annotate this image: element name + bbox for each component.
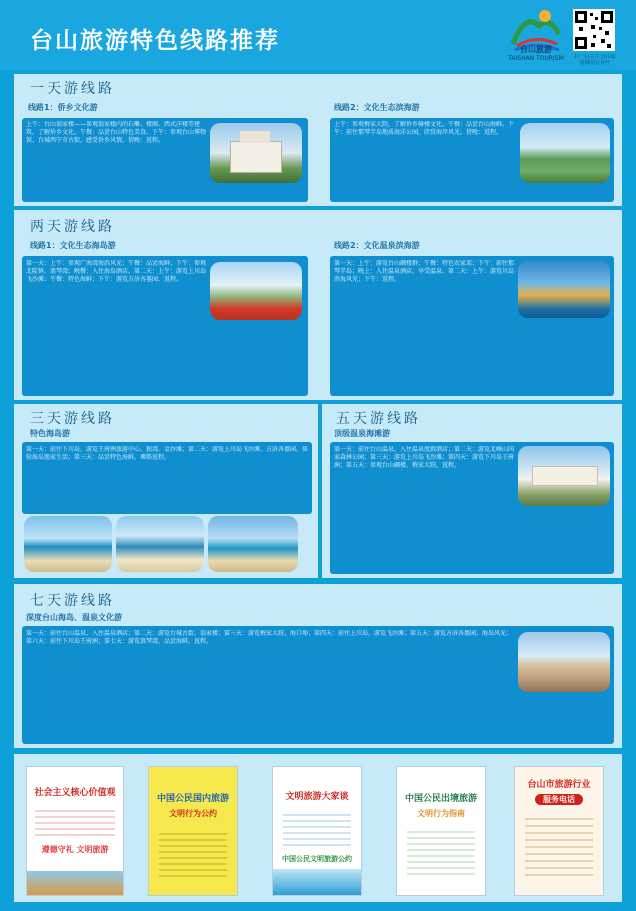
villa-photo: [210, 123, 302, 183]
poster-2-title: 中国公民国内旅游: [156, 794, 229, 804]
one-day-route1-text: 上午：台山翁家楼——参观翁家楼内的石雕、楼阁、西式洋楼等建筑，了解侨乡文化。午餐：品尝台山特色美食。下午：参观台山博物馆、台城西宁市古街，感受侨乡风情。傍晚：返程。: [26, 121, 206, 144]
poster-service-hotline: [514, 766, 604, 896]
two-day-route2-label: 线路2：文化温泉滨海游: [334, 241, 420, 250]
poster-5-title: 台山市旅游行业: [527, 780, 591, 790]
resort-photo: [518, 446, 610, 506]
page-title: 台山旅游特色线路推荐: [30, 28, 280, 54]
one-day-route2-label: 线路2：文化生态滨海游: [334, 103, 420, 112]
poster-core-values: [26, 766, 124, 896]
five-day-title: 五天游线路: [336, 411, 421, 427]
three-day-route-label: 特色海岛游: [30, 429, 70, 438]
poster-4-sub: 文明行为指南: [417, 809, 465, 818]
beach-photo-1: [24, 516, 112, 572]
poster-4-title: 中国公民出境旅游: [404, 794, 477, 804]
coast-photo: [518, 260, 610, 318]
poster-2-sub: 文明行为公约: [169, 809, 217, 818]
poster-civilized-travel: [272, 766, 362, 896]
poster-3-title: 文明旅游大家谈: [285, 792, 349, 802]
beach-photo-3: [208, 516, 298, 572]
poster-3-sub: 中国公民文明旅游公约: [282, 855, 352, 863]
three-day-title: 三天游线路: [30, 411, 115, 427]
poster-1-sub: 遵德守礼 文明旅游: [41, 845, 109, 854]
two-day-route2-text: 第一天：上午：游览台山碉楼群；午餐：特色农家菜；下午：前往那琴半岛；晚上：入住温泉酒店，享受温泉。第二天：上午：游览川岛滨海风光；下午：返程。: [334, 260, 514, 283]
flower-field-photo: [210, 262, 302, 320]
poster-outbound-travel: [396, 766, 486, 896]
qr-caption: 扫一扫关注 台山旅游微信公众号: [574, 54, 616, 66]
one-day-route1-label: 线路1：侨乡文化游: [28, 103, 98, 112]
five-day-route-label: 顶级温泉海滩游: [334, 429, 390, 438]
seven-day-title: 七天游线路: [30, 593, 115, 609]
poster-domestic-travel: [148, 766, 238, 896]
old-town-photo: [518, 632, 610, 692]
three-day-text: 第一天：前往下川岛，游览王府洲旅游中心、独湾、金沙滩；第二天：游览上川岛飞沙滩、方济各墓园，体验海岛渔家生活；第三天：品尝特色海鲜，乘船返程。: [26, 446, 308, 461]
beach-photo-2: [116, 516, 204, 572]
two-day-route1-text: 第一天：上午：参观广海湾海滨风光；午餐：品尝海鲜；下午：参观北陡镇、浪琴湾；晚餐：入住海岛酒店。第二天：上午：游览上川岛飞沙滩；午餐：特色海鲜；下午：游览方济各墓园、返程。: [26, 260, 206, 283]
one-day-route2-text: 上午：参观梅家大院，了解侨乡骑楼文化。午餐：品尝台山海鲜。下午：前往那琴半岛地质海洋公园，欣赏海岸风光。傍晚：返程。: [334, 121, 514, 136]
logo-subtitle: TAISHAN TOURISM: [508, 55, 564, 62]
poster-1-title: 社会主义核心价值观: [34, 788, 116, 798]
logo-text: 台山旅游: [520, 45, 552, 54]
seven-day-text: 第一天：前往台山温泉，入住温泉酒店；第二天：游览台城古街、翁家楼；第三天：游览梅家大院、海口埠；第四天：前往上川岛，游览飞沙滩；第五天：游览方济各墓园、海岛风光；第六天：前往下川岛王府洲；第七天：游览浪琴湾、品尝海鲜，返程。: [26, 630, 513, 645]
five-day-text: 第一天：前往台山温泉，入住温泉度假酒店；第二天：游览北峰山国家森林公园；第三天：游览上川岛飞沙滩；第四天：游览下川岛王府洲；第五天：参观台山碉楼、梅家大院，返程。: [334, 446, 514, 469]
one-day-title: 一天游线路: [30, 81, 115, 97]
two-day-route1-label: 线路1：文化生态海岛游: [30, 241, 116, 250]
two-day-title: 两天游线路: [30, 219, 115, 235]
seven-day-route-label: 深度台山海岛、温泉文化游: [26, 613, 122, 622]
qr-code: [573, 9, 615, 51]
landscape-photo: [520, 123, 610, 183]
poster-5-sub: 服务电话: [535, 794, 583, 805]
